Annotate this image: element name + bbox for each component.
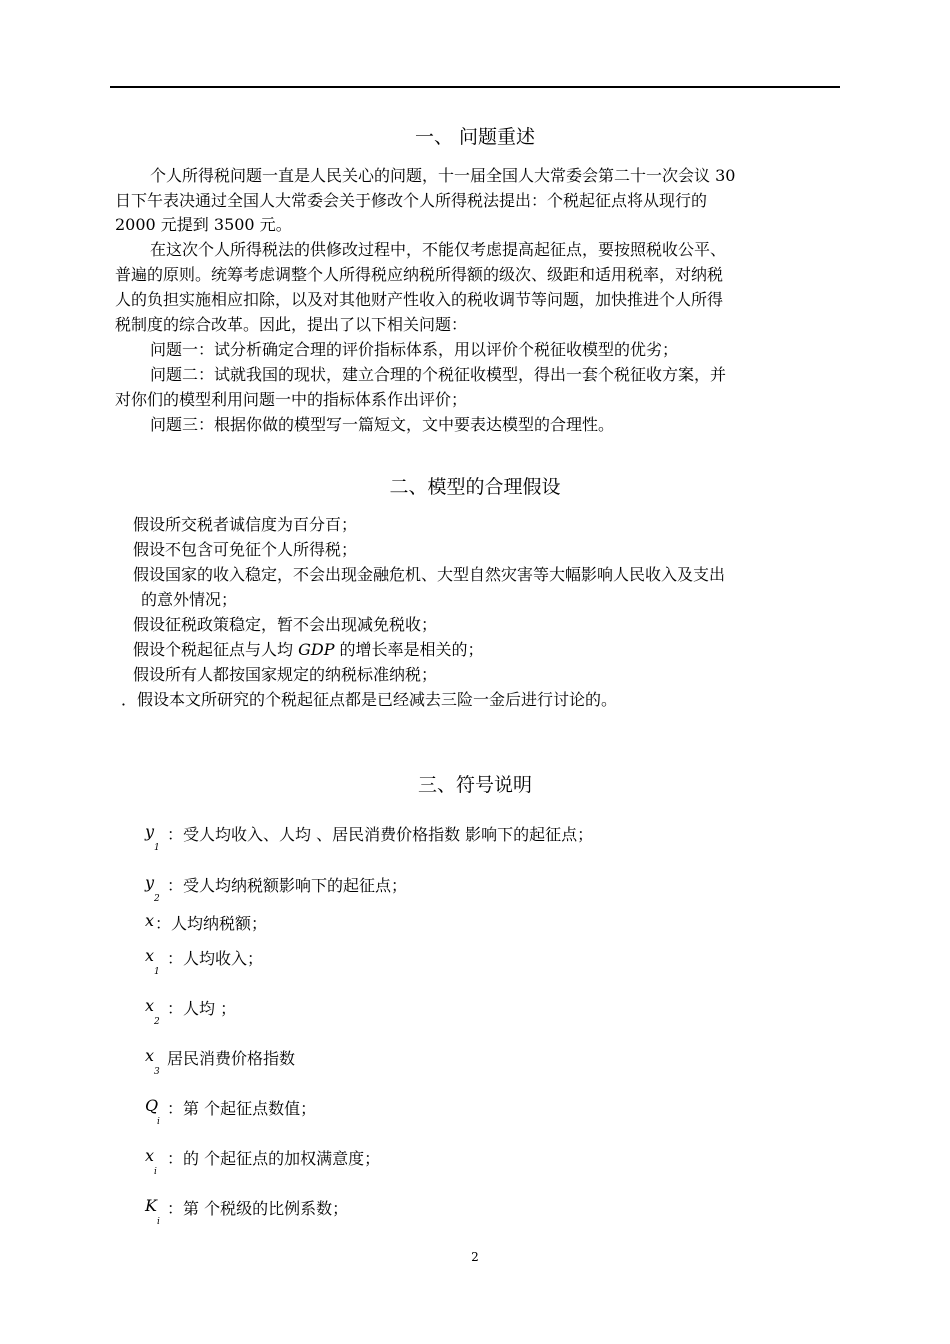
symbol-Qi: Q i ：第 个起征点数值； (145, 1096, 317, 1127)
assumption-4: 假设征税政策稳定，暂不会出现减免税收； (133, 615, 438, 634)
para2-line4: 税制度的综合改革。因此，提出了以下相关问题： (115, 315, 468, 334)
symbol-x1: x 1 ：人均收入； (145, 946, 264, 977)
question1: 问题一：试分析确定合理的评价指标体系，用以评价个税征收模型的优劣； (150, 340, 679, 359)
symbol-y1: y 1 ：受人均收入、人均 、居民消费价格指数 影响下的起征点； (145, 822, 594, 853)
symbol-x3: x 3 居民消费价格指数 (145, 1046, 296, 1077)
assumption-3-cont: 的意外情况； (141, 590, 238, 609)
symbol-y2: y 2 ：受人均纳税额影响下的起征点； (145, 873, 408, 904)
question2-line2: 对你们的模型利用问题一中的指标体系作出评价； (115, 390, 468, 409)
para2-line2: 普遍的原则。统筹考虑调整个人所得税应纳税所得额的级次、级距和适用税率，对纳税 (115, 265, 724, 284)
section2-title: 二、模型的合理假设 (389, 476, 561, 498)
para1-line2: 日下午表决通过全国人大常委会关于修改个人所得税法提出：个税起征点将从现行的 (115, 191, 708, 210)
assumption-5: 假设个税起征点与人均 GDP 的增长率是相关的； (133, 640, 484, 659)
symbol-Ki: K i ：第 个税级的比例系数； (145, 1196, 349, 1227)
question2-line1: 问题二：试就我国的现状，建立合理的个税征收模型，得出一套个税征收方案，并 (150, 365, 727, 384)
symbol-x2: x 2 ：人均 ； (145, 996, 237, 1027)
symbol-x: x ：人均纳税额； (145, 911, 268, 933)
para1-line3: 2000 元提到 3500 元。 (115, 215, 292, 234)
header-rule (110, 86, 840, 88)
assumption-1: 假设所交税者诚信度为百分百； (133, 515, 358, 534)
page-number: 2 (471, 1250, 479, 1264)
assumption-3: 假设国家的收入稳定，不会出现金融危机、大型自然灾害等大幅影响人民收入及支出 (133, 565, 726, 584)
para1-line1: 个人所得税问题一直是人民关心的问题，十一届全国人大常委会第二十一次会议 30 (150, 166, 736, 185)
question3: 问题三：根据你做的模型写一篇短文，文中要表达模型的合理性。 (150, 415, 615, 434)
para2-line1: 在这次个人所得税法的供修改过程中，不能仅考虑提高起征点，要按照税收公平、 (150, 240, 727, 259)
assumption-6: 假设所有人都按国家规定的纳税标准纳税； (133, 665, 438, 684)
symbol-xi: x i ：的 个起征点的加权满意度； (145, 1146, 381, 1177)
assumption-2: 假设不包含可免征个人所得税； (133, 540, 358, 559)
assumption-7: ．假设本文所研究的个税起征点都是已经减去三险一金后进行讨论的。 (121, 690, 618, 709)
section1-title: 一、 问题重述 (414, 126, 536, 148)
para2-line3: 人的负担实施相应扣除，以及对其他财产性收入的税收调节等问题，加快推进个人所得 (115, 290, 724, 309)
section3-title: 三、符号说明 (417, 774, 532, 796)
